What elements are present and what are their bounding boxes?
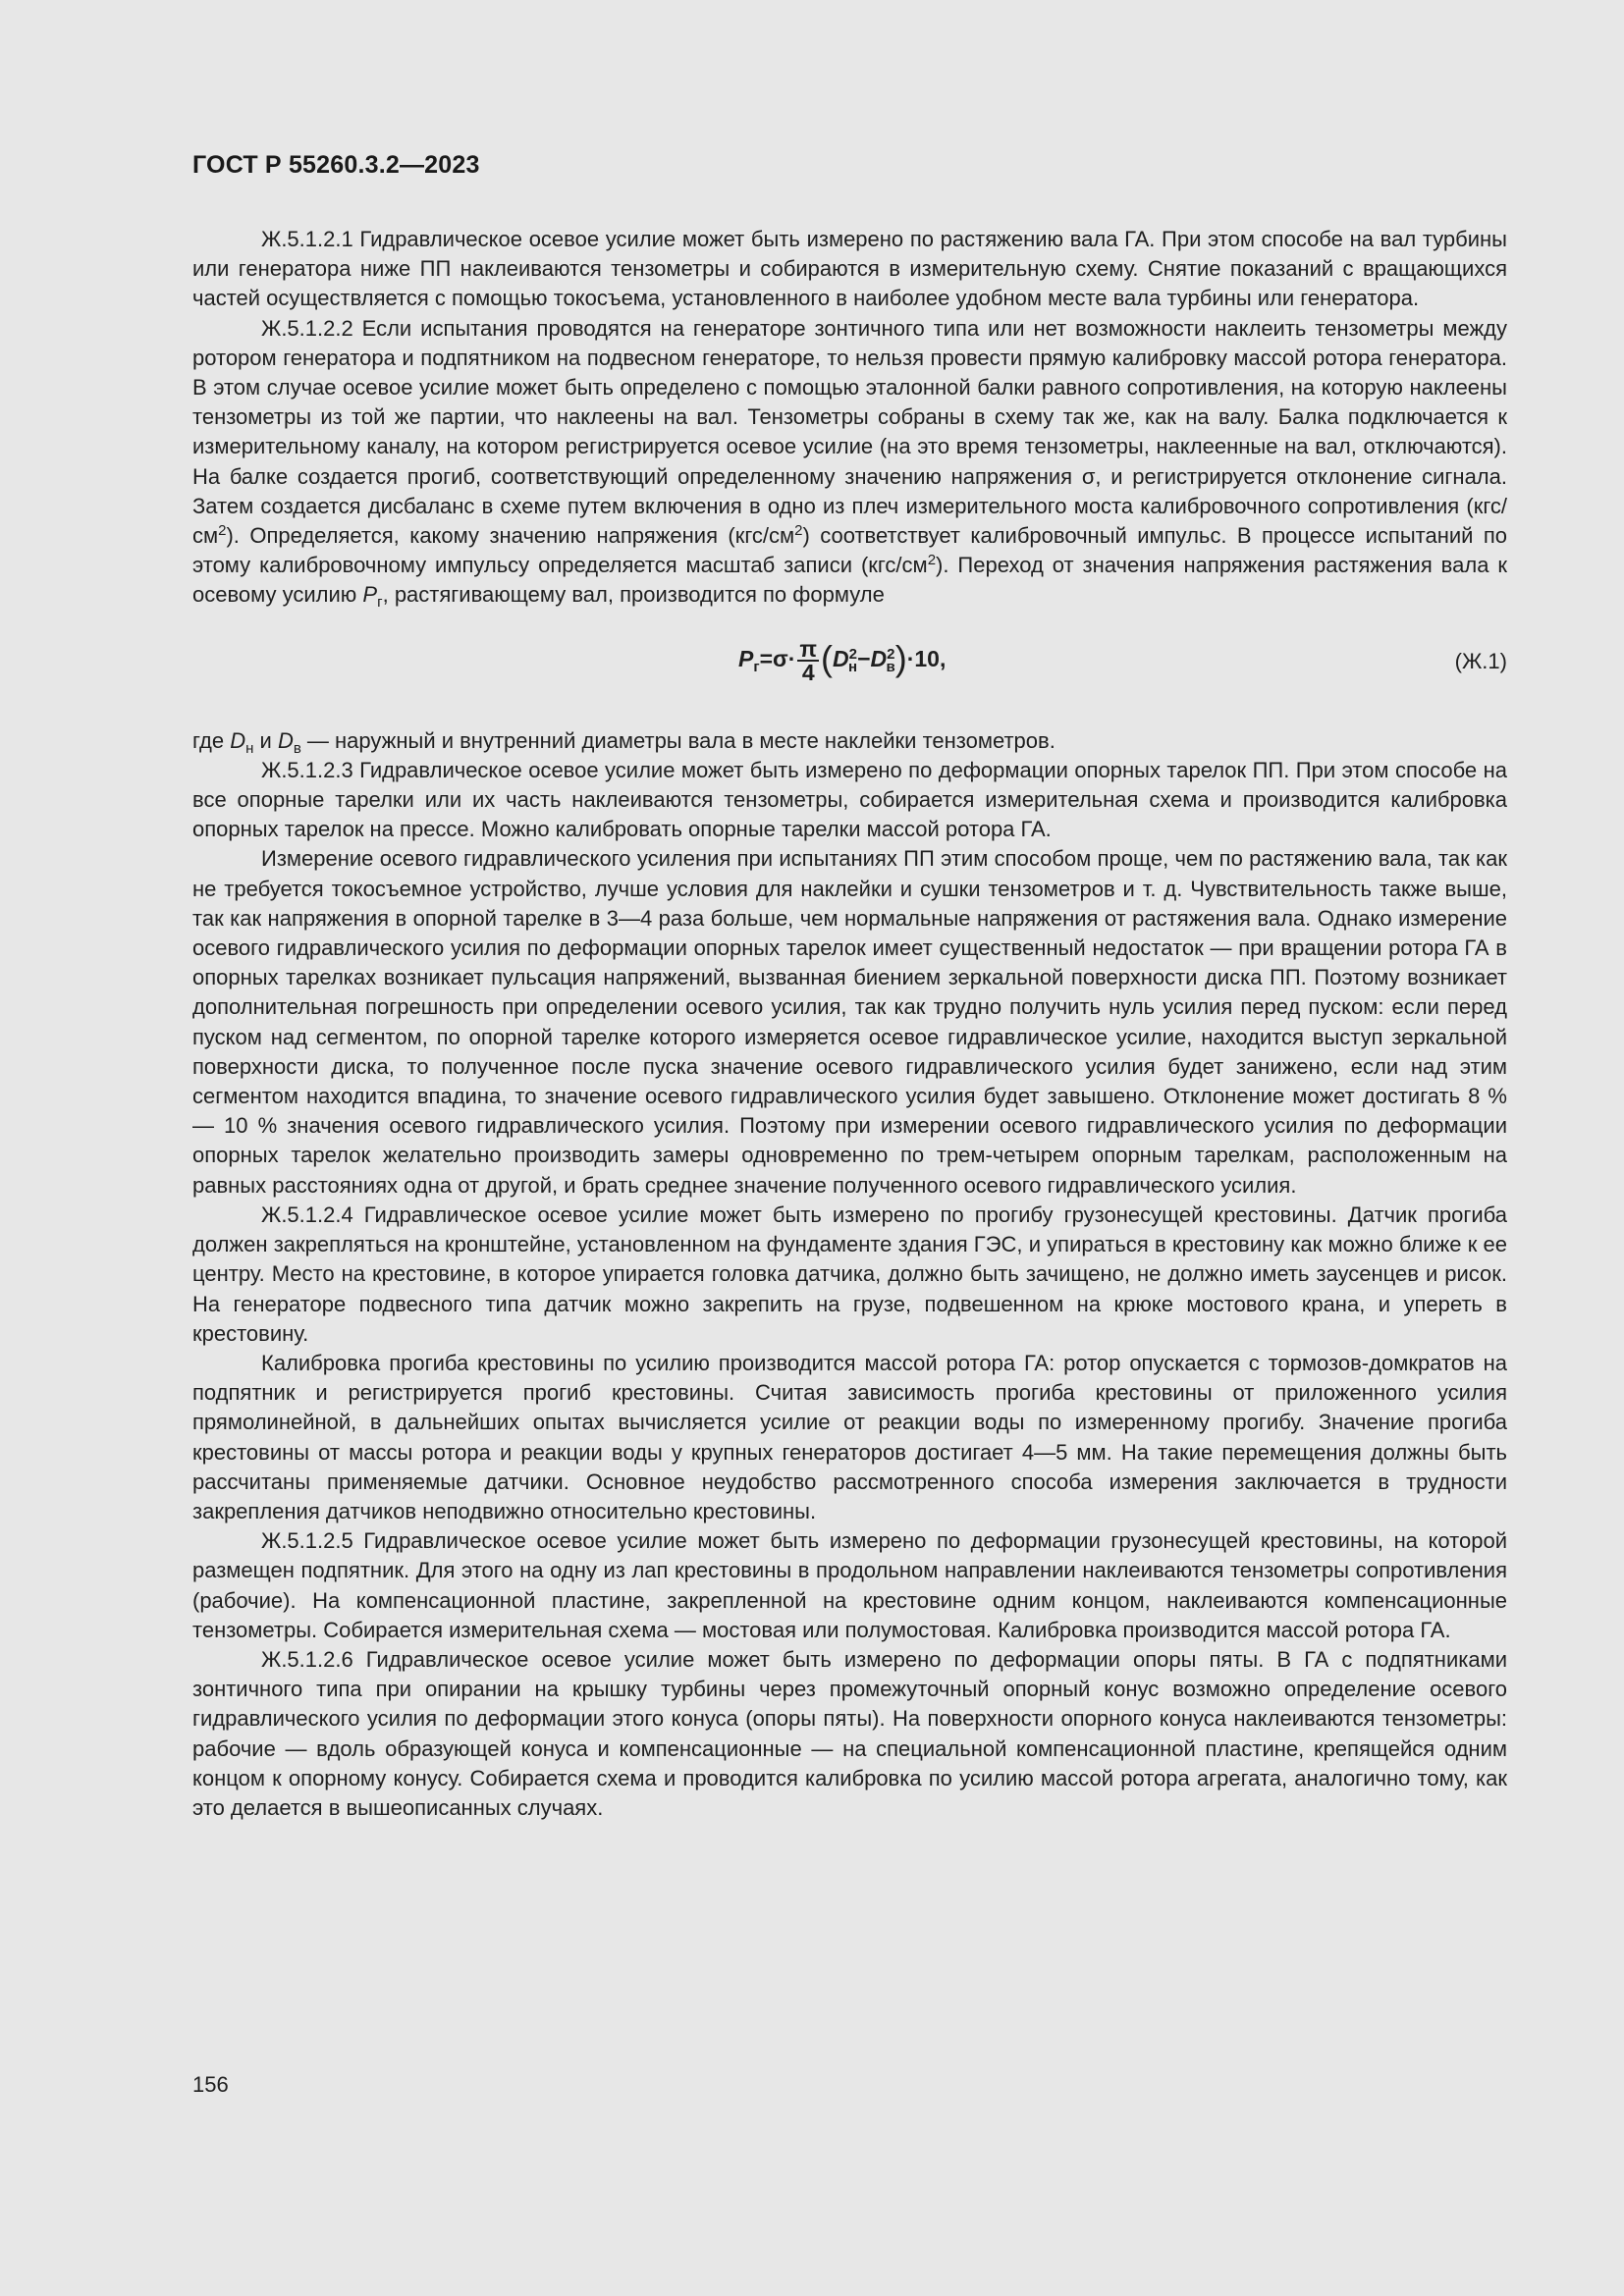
subscript: в — [293, 739, 301, 757]
formula-explanation — [192, 726, 1507, 756]
formula-zh-1 — [738, 635, 947, 685]
subscript: н — [245, 739, 254, 757]
formula-block — [192, 636, 1507, 695]
formula-paren-close: ) — [894, 637, 907, 678]
paragraph-zh-5-1-2-6: Ж.5.1.2.6 Гидравлическое осевое усилие может быть измерено по деформации опоры пяты. В ГА с подпятниками зонтичного типа при опирании на крышку турбины через промежуточный опорный конус возможно определение осевого гидравлического усилия по деформации этого конуса (опоры пяты). На поверхности опорного конуса наклеиваются тензометры: рабочие — вдоль образующей конуса и компенсационные — на специальной компенсационной пластине, крепящейся одним концом к опорному конусу. Собирается схема и проводится калибровка по усилию массой ротора агрегата, аналогично тому, как это делается в вышеописанных случаях. — [192, 1646, 1507, 1820]
paragraph-text: где — [192, 727, 231, 753]
variable-p: P — [362, 582, 378, 608]
formula-subscript: в — [886, 658, 895, 675]
paragraph-text: ). Определяется, какому значению напряжения (кгс/см — [226, 523, 795, 549]
formula-lhs: P — [738, 645, 754, 671]
formula-outer-diameter: D — [833, 645, 849, 671]
superscript: 2 — [927, 552, 937, 569]
formula-superscript: 2 — [887, 645, 895, 663]
paragraph-text: ) соответствует калибровочный импульс. В процессе испытаний по этому калибровочному импульсу определяется масштаб записи (кгс/см — [192, 523, 1507, 578]
paragraph-text: и — [253, 727, 278, 753]
equation-number: (Ж.1) — [1454, 648, 1507, 673]
paragraph-text: ). Переход от значения напряжения растяжения вала к осевому усилию — [192, 553, 1508, 608]
paragraph-calibration: Калибровка прогиба крестовины по усилию производится массой ротора ГА: ротор опускается с тормозов-домкратов на подпятник и регистрируется прогиб крестовины. Считая зависимость прогиба крестовины от приложенного усилия прямолинейной, в дальнейших опытах вычисляется усилие от реакции воды по измеренному прогибу. Значение прогиба крестовины от массы ротора и реакции воды у крупных генераторов достигает 4—5 мм. На такие перемещения должны быть рассчитаны применяемые датчики. Основное неудобство рассмотренного способа измерения заключается в трудности закрепления датчиков неподвижно относительно крестовины. — [192, 1350, 1507, 1523]
superscript: 2 — [218, 522, 227, 540]
formula-minus: − — [857, 645, 871, 671]
page-number: 156 — [192, 2072, 229, 2097]
formula-operator: =σ· — [759, 645, 796, 671]
fraction-denominator: 4 — [801, 659, 815, 685]
paragraph-measurement-discussion: Измерение осевого гидравлического усиления при испытаниях ПП этим способом проще, чем по растяжению вала, так как не требуется токосъемное устройство, лучше условия для наклейки и сушки тензометров и т. д. Чувствительность также выше, так как напряжения в опорной тарелке в 3—4 раза больше, чем нормальные напряжения от растяжения вала. Однако измерение осевого гидравлического усилия по деформации опорных тарелок имеет существенный недостаток — при вращении ротора ГА в опорных тарелках возникает пульсация напряжений, вызванная биением зеркальной поверхности диска ПП. Поэтому возникает дополнительная погрешность при определении осевого усилия, так как трудно получить нуль усилия перед пуском: если перед пуском над сегментом, по опорной тарелке которого измеряется осевое гидравлическое усилие, находится выступ зеркальной поверхности диска, то полученное после пуска значение осевого гидравлического усилия будет занижено, если над этим сегментом находится впадина, то значение осевого гидравлического усилия будет завышено. Отклонение может достигать 8 % — 10 % значения осевого гидравлического усилия. Поэтому при измерении осевого гидравлического усилия по деформации опорных тарелок желательно производить замеры одновременно по трем-четырем опорным тарелкам, расположенным на равных расстояниях одна от другой, и брать среднее значение полученного осевого гидравлического усилия. — [192, 846, 1507, 1198]
paragraph-zh-5-1-2-1: Ж.5.1.2.1 Гидравлическое осевое усилие может быть измерено по растяжению вала ГА. При этом способе на вал турбины или генератора ниже ПП наклеиваются тензометры и собираются в измерительную схему. Снятие показаний с вращающихся частей осуществляется с помощью токосъема, установленного в наиболее удобном месте вала турбины или генератора. — [192, 227, 1507, 311]
document-body — [192, 225, 1507, 1823]
paragraph-text: — наружный и внутренний диаметры вала в месте наклейки тензометров. — [300, 727, 1056, 753]
paragraph-text: Ж.5.1.2.2 Если испытания проводятся на генераторе зонтичного типа или нет возможности наклеить тензометры между ротором генератора и подпятником на подвесном генераторе, то нельзя провести прямую калибровку массой ротора генератора. В этом случае осевое усилие может быть определено с помощью эталонной балки равного сопротивления, на которую наклеены тензометры из той же партии, что наклеены на вал. Тензометры собраны в схему так же, как на валу. Балка подключается к измерительному каналу, на котором регистрируется осевое усилие (на это время тензометры, наклеенные на вал, отключаются). На балке создается прогиб, соответствующий определенному значению напряжения σ, и регистрируется отклонение сигнала. Затем создается дисбаланс в схеме путем включения в одно из плеч измерительного моста калибровочного сопротивления (кгс/см — [192, 315, 1507, 549]
formula-lhs-subscript: г — [753, 658, 760, 675]
paragraph-zh-5-1-2-4: Ж.5.1.2.4 Гидравлическое осевое усилие может быть измерено по прогибу грузонесущей крестовины. Датчик прогиба должен закрепляться на кронштейне, установленном на фундаменте здания ГЭС, и упираться в крестовину как можно ближе к ее центру. Место на крестовине, в которое упирается головка датчика, должно быть зачищено, не должно иметь заусенцев и рисок. На генераторе подвесного типа датчик можно закрепить на грузе, подвешенном на крюке мостового крана, и упереть в крестовину. — [192, 1201, 1507, 1346]
paragraph-zh-5-1-2-3: Ж.5.1.2.3 Гидравлическое осевое усилие может быть измерено по деформации опорных тарелок ПП. При этом способе на все опорные тарелки или их часть наклеиваются тензометры, собирается измерительная схема и производится калибровка опорных тарелок на прессе. Можно калибровать опорные тарелки массой ротора ГА. — [192, 757, 1507, 842]
formula-fraction — [797, 635, 819, 685]
formula-subscript: н — [848, 658, 858, 675]
formula-tail: ·10, — [906, 645, 947, 671]
formula-superscript: 2 — [848, 645, 857, 663]
formula-paren-open: ( — [821, 637, 834, 678]
superscript: 2 — [794, 522, 803, 540]
formula-inner-diameter: D — [870, 645, 888, 671]
fraction-numerator: π — [799, 635, 818, 662]
variable-d-outer: D — [230, 727, 246, 753]
paragraph-zh-5-1-2-5: Ж.5.1.2.5 Гидравлическое осевое усилие может быть измерено по деформации грузонесущей крестовины, на которой размещен подпятник. Для этого на одну из лап крестовины в продольном направлении наклеиваются тензометры сопротивления (рабочие). На компенсационной пластине, закрепленной на крестовине одним концом, наклеиваются компенсационные тензометры. Собирается измерительная схема — мостовая или полумостовая. Калибровка производится массой ротора ГА. — [192, 1528, 1507, 1642]
paragraph-zh-5-1-2-2 — [192, 314, 1507, 611]
paragraph-text: , растягивающему вал, производится по формуле — [382, 582, 885, 608]
document-code-header: ГОСТ Р 55260.3.2—2023 — [192, 151, 480, 179]
subscript: г — [377, 594, 383, 612]
variable-d-inner: D — [277, 727, 294, 753]
